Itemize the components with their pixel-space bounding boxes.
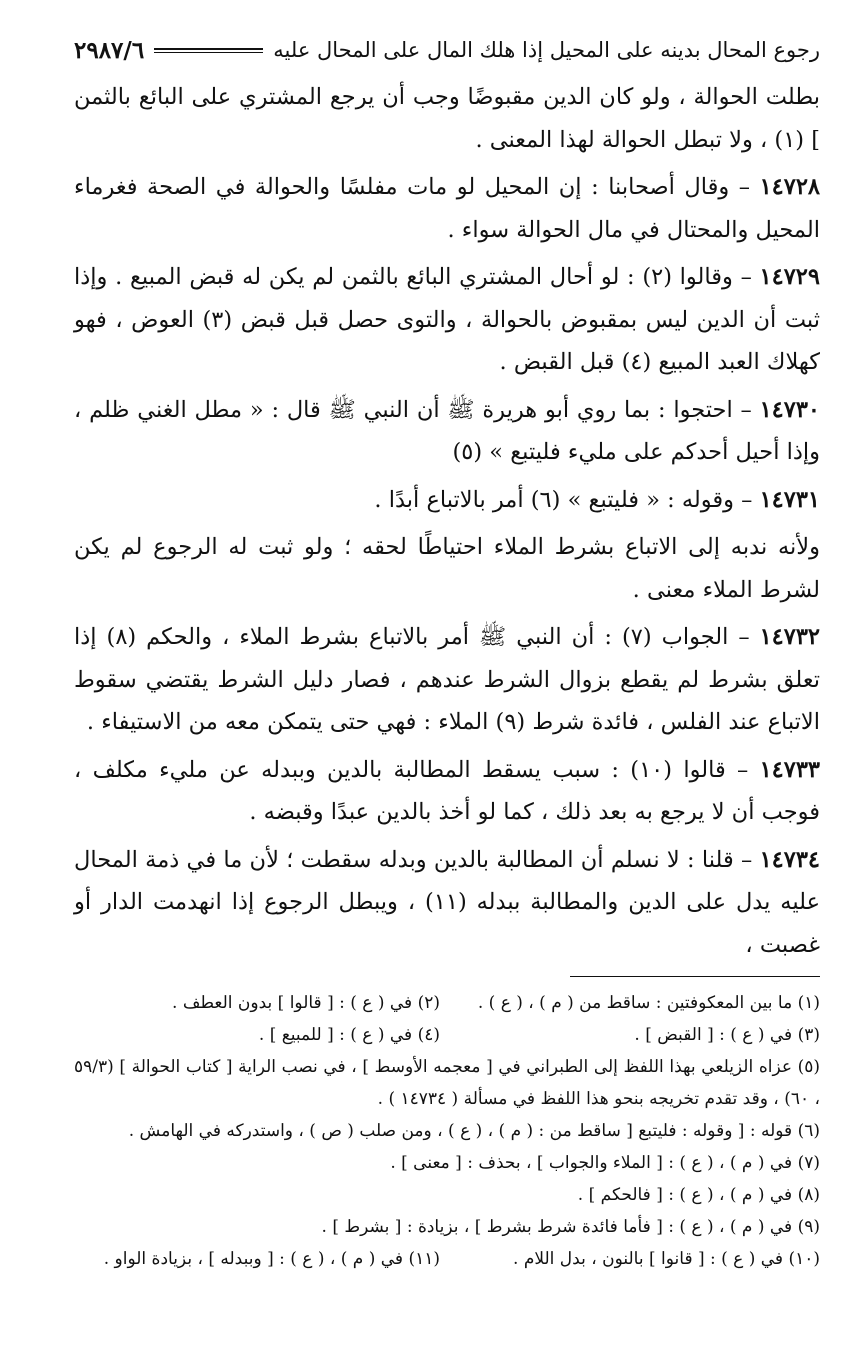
running-header <box>74 28 820 72</box>
footnote-row: (٣) في ( ع ) : [ القبض ] . (٤) في ( ع ) : [ للمبيع ] . <box>258 1025 820 1045</box>
issue-number: ١٤٧٢٩ <box>759 264 820 290</box>
issue-number: ١٤٧٣٤ <box>759 846 820 873</box>
header-title: رجوع المحال بدينه على المحيل إذا هلك المال على المحال عليه <box>273 38 820 62</box>
header-rule <box>154 48 263 53</box>
paragraph: ولأنه ندبه إلى الاتباع بشرط الملاء احتياطًا لحقه ؛ ولو ثبت له الرجوع لم يكن لشرط الملاء معنى . <box>74 534 820 603</box>
issue-number: ١٤٧٣١ <box>759 486 820 513</box>
paragraph: ١٤٧٣١ – وقوله : « فليتبع » (٦) أمر بالاتباع أبدًا . <box>374 486 820 513</box>
footnote-row: (٥) عزاه الزيلعي بهذا اللفظ إلى الطبراني في [ معجمه الأوسط ] ، في نصب الراية [ كتاب الحوالة ] (٥٩/٣ ، ٦٠) ، وقد تقدم تخريجه بنحو هذا اللفظ في مسألة ( ١٤٧٣٤ ) . <box>74 1057 820 1109</box>
document-page <box>74 28 820 1275</box>
paragraph: ١٤٧٢٩ – وقالوا (٢) : لو أحال المشتري البائع بالثمن لم يكن له قبض المبيع . وإذا ثبت أن الدين ليس بمقبوض بالحوالة ، والتوى حصل قبل قبض (٣) العوض ، فهو كهلاك العبد المبيع (٤) قبل القبض . <box>74 264 820 375</box>
footnote-row: (١٠) في ( ع ) : [ قانوا ] بالنون ، بدل اللام . (١١) في ( م ) ، ( ع ) : [ وببدله ] ، بزيادة الواو . <box>103 1249 820 1269</box>
footnote-row: (٦) قوله : [ وقوله : فليتبع [ ساقط من : ( م ) ، ( ع ) ، ومن صلب ( ص ) ، واستدركه في الهامش . <box>128 1121 820 1141</box>
footnote-row: (١) ما بين المعكوفتين : ساقط من ( م ) ، ( ع ) . (٢) في ( ع ) : [ قالوا ] بدون العطف . <box>172 993 820 1013</box>
issue-number: ١٤٧٢٨ <box>759 174 820 200</box>
paragraph: ١٤٧٣٣ – قالوا (١٠) : سبب يسقط المطالبة بالدين وببدله عن مليء مكلف ، فوجب أن لا يرجع به بعد ذلك ، كما لو أخذ بالدين عبدًا وقبضه . <box>74 756 821 825</box>
footnote-row: (٨) في ( م ) ، ( ع ) : [ فالحكم ] . <box>577 1185 820 1205</box>
paragraph: ١٤٧٢٨ – وقال أصحابنا : إن المحيل لو مات مفلسًا والحوالة في الصحة فغرماء المحيل والمحتال في مال الحوالة سواء . <box>74 174 820 243</box>
footnotes <box>74 987 820 1275</box>
paragraph: ١٤٧٣٢ – الجواب (٧) : أن النبي ﷺ أمر بالاتباع بشرط الملاء ، والحكم (٨) إذا تعلق بشرط لم يقطع بزوال الشرط عندهم ، فصار دليل الشرط يقتضي سقوط الاتباع عند الفلس ، فائدة شرط (٩) الملاء : فهي حتى يتمكن معه من الاستيفاء . <box>74 624 821 735</box>
issue-number: ١٤٧٣٢ <box>759 624 821 650</box>
footnote-separator <box>570 976 820 977</box>
footnote-row: (٧) في ( م ) ، ( ع ) : [ الملاء والجواب ] ، بحذف : [ معنى ] . <box>390 1153 820 1173</box>
paragraph: ١٤٧٣٤ – قلنا : لا نسلم أن المطالبة بالدين وبدله سقطت ؛ لأن ما في ذمة المحال عليه يدل على الدين والمطالبة ببدله (١١) ، ويبطل الرجوع إذا انهدمت الدار أو غصبت ، <box>74 846 820 958</box>
main-text <box>74 76 820 966</box>
issue-number: ١٤٧٣٠ <box>759 396 820 423</box>
paragraph: ١٤٧٣٠ – احتجوا : بما روي أبو هريرة ﷺ أن النبي ﷺ قال : « مطل الغني ظلم ، وإذا أحيل أحدكم على مليء فليتبع » (٥) <box>74 396 820 465</box>
issue-number: ١٤٧٣٣ <box>759 756 821 783</box>
page-number: ٢٩٨٧/٦ <box>74 36 145 64</box>
paragraph: بطلت الحوالة ، ولو كان الدين مقبوضًا وجب أن يرجع المشتري على البائع بالثمن ] (١) ، ولا تبطل الحوالة لهذا المعنى . <box>74 84 820 153</box>
footnote-row: (٩) في ( م ) ، ( ع ) : [ فأما فائدة شرط بشرط ] ، بزيادة : [ بشرط ] . <box>321 1217 820 1237</box>
